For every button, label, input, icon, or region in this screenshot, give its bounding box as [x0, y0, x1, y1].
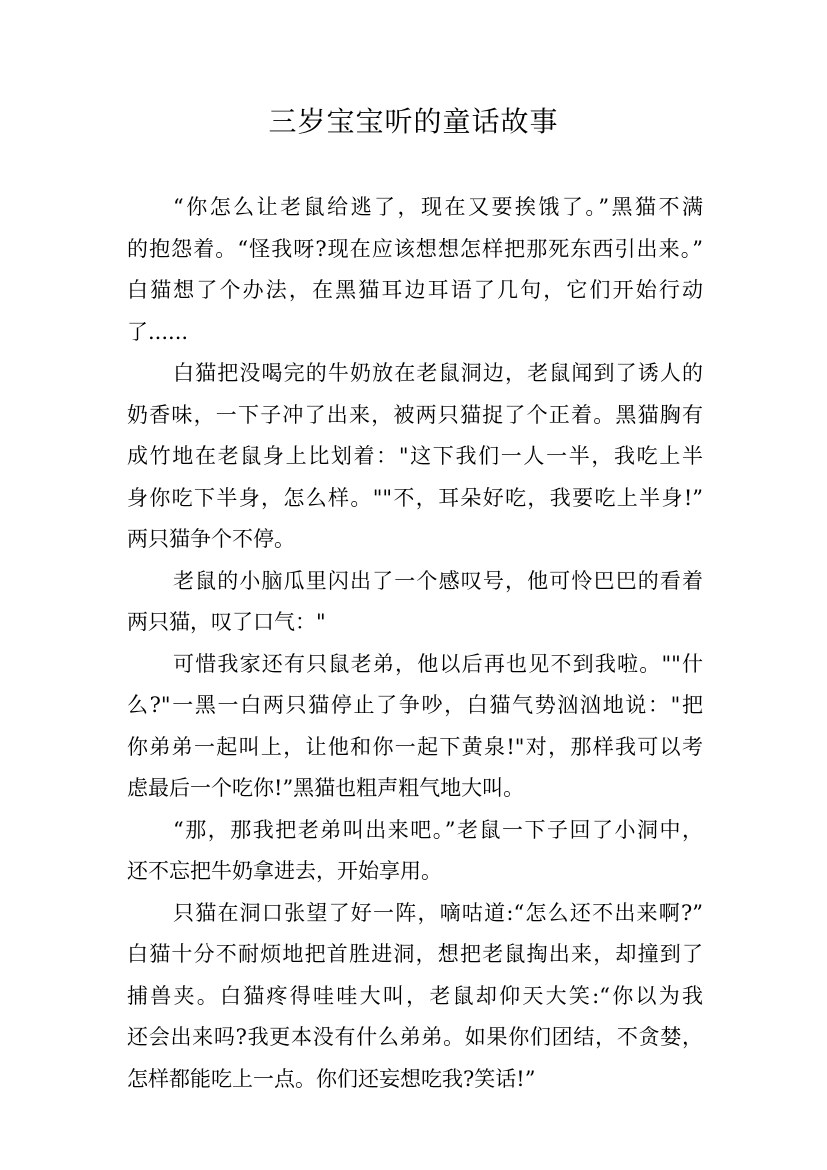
text-line: 老鼠的小脑瓜里闪出了一个感叹号，他可怜巴巴的看着	[173, 568, 703, 593]
text-line: 成竹地在老鼠身上比划着："这下我们一人一半，我吃上半	[127, 444, 703, 468]
text-line: 奶香味，一下子冲了出来，被两只猫捉了个正着。黑猫胸有	[127, 402, 703, 427]
text-line: “那，那我把老弟叫出来吧。”老鼠一下子回了小洞中，	[173, 817, 703, 842]
text-line: 两只猫，叹了口气："	[127, 610, 326, 634]
text-line: 捕兽夹。白猫疼得哇哇大叫，老鼠却仰天大笑:“你以为我	[127, 983, 703, 1008]
text-line: 白猫想了个办法，在黑猫耳边耳语了几句，它们开始行动	[127, 278, 703, 302]
text-line: 你弟弟一起叫上，让他和你一起下黄泉!"对，那样我可以考	[127, 734, 703, 759]
text-line: 虑最后一个吃你!”黑猫也粗声粗气地大叫。	[127, 776, 525, 800]
document-title: 三岁宝宝听的童话故事	[268, 105, 559, 138]
story-body	[127, 187, 703, 1100]
text-line: “你怎么让老鼠给逃了，现在又要挨饿了。”黑猫不满	[173, 195, 703, 219]
text-line: 还会出来吗?我更本没有什么弟弟。如果你们团结，不贪婪，	[127, 1025, 703, 1049]
text-line: 怎样都能吃上一点。你们还妄想吃我?笑话!”	[127, 1066, 536, 1091]
text-line: 白猫把没喝完的牛奶放在老鼠洞边，老鼠闻到了诱人的	[173, 361, 703, 385]
text-line: 了......	[127, 319, 189, 344]
text-line: 只猫在洞口张望了好一阵，嘀咕道:“怎么还不出来啊?”	[173, 900, 703, 925]
text-line: 可惜我家还有只鼠老弟，他以后再也见不到我啦。""什	[173, 651, 703, 676]
text-line: 的抱怨着。“怪我呀?现在应该想想怎样把那死东西引出来。”	[127, 236, 703, 261]
text-line: 还不忘把牛奶拿进去，开始享用。	[127, 859, 442, 883]
text-line: 身你吃下半身，怎么样。""不，耳朵好吃，我要吃上半身!”	[127, 485, 703, 510]
text-line: 么?"一黑一白两只猫停止了争吵，白猫气势汹汹地说："把	[127, 693, 703, 717]
text-line: 白猫十分不耐烦地把首胜进洞，想把老鼠掏出来，却撞到了	[127, 942, 703, 966]
text-line: 两只猫争个不停。	[127, 527, 295, 551]
